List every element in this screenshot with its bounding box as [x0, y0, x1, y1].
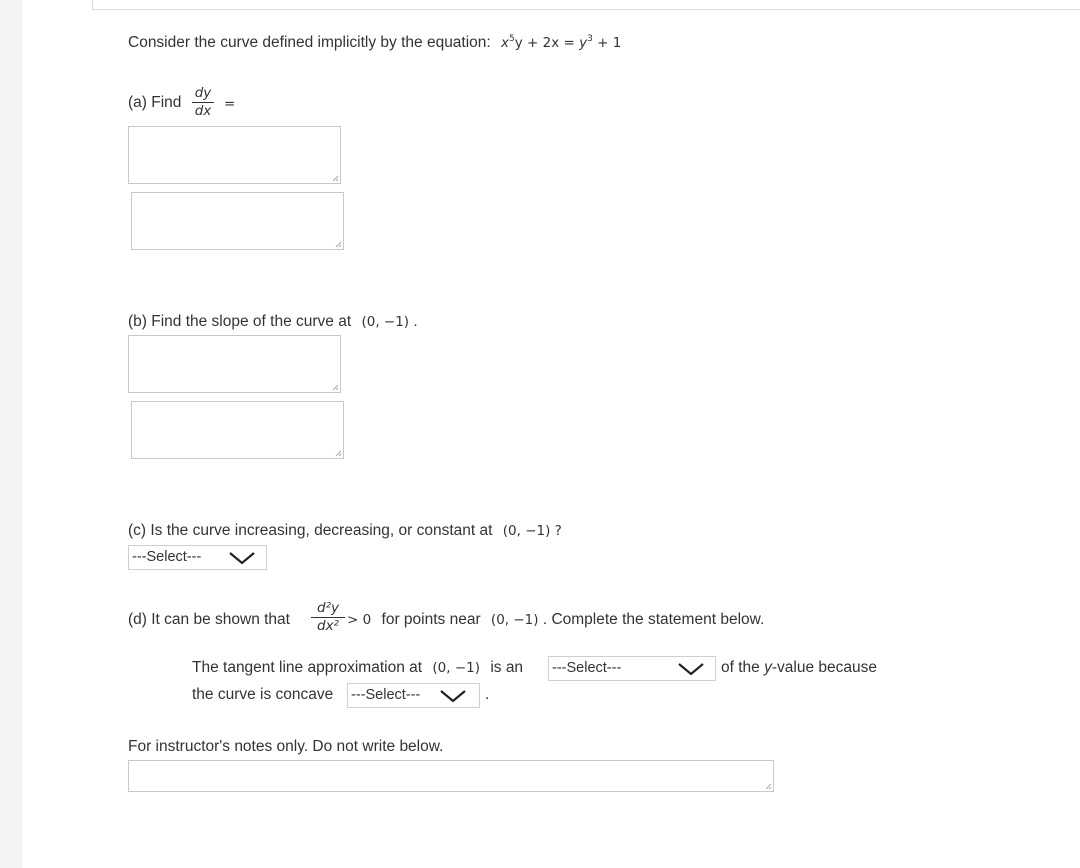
left-gutter [0, 0, 22, 868]
instructor-notes-label: For instructor's notes only. Do not write below. [128, 738, 444, 755]
intro-text [128, 33, 621, 53]
part-a-answer-input[interactable] [128, 126, 341, 184]
statement-start: The tangent line approximation at [192, 659, 423, 676]
part-c-point: (0, −1) [502, 523, 551, 539]
concave-text: the curve is concave [192, 686, 334, 703]
part-b-question [128, 312, 418, 332]
chevron-down-icon [677, 662, 705, 676]
part-d-label: (d) It can be shown that [128, 611, 290, 628]
part-d-condition-line [347, 610, 764, 630]
resize-grip-icon [335, 450, 342, 457]
part-c-qmark: ? [554, 523, 562, 539]
chevron-down-icon [228, 551, 256, 565]
part-b-period: . [413, 314, 418, 330]
dy-dx-fraction: dy dx [192, 86, 214, 119]
resize-grip-icon [765, 783, 772, 790]
statement-point: (0, −1) [432, 660, 480, 676]
concavity-select[interactable] [347, 683, 480, 708]
top-divider [92, 0, 1080, 10]
part-c-label: (c) Is the curve increasing, decreasing, or constant at [128, 522, 493, 539]
resize-grip-icon [332, 384, 339, 391]
chevron-down-icon [439, 689, 467, 703]
approximation-select-value: ---Select--- [552, 660, 622, 676]
instructor-notes-input[interactable] [128, 760, 774, 792]
part-c-select[interactable] [128, 545, 267, 570]
is-an-text: is an [490, 659, 524, 676]
resize-grip-icon [332, 175, 339, 182]
statement-end-period: . [485, 686, 490, 703]
second-derivative-fraction: d²y dx² [311, 601, 345, 634]
approximation-select[interactable] [548, 656, 716, 681]
part-b-point: (0, −1) [361, 314, 410, 330]
concavity-select-value: ---Select--- [351, 687, 421, 703]
of-y-value-text: of the y-value because [721, 659, 877, 676]
complete-text: . Complete the statement below. [542, 611, 765, 628]
for-points-text: for points near [381, 611, 481, 628]
part-b-answer-input[interactable] [128, 335, 341, 393]
part-c-question [128, 521, 562, 541]
tangent-statement-line1 [192, 658, 523, 678]
part-b-work-input[interactable] [131, 401, 344, 459]
part-c-select-value: ---Select--- [132, 549, 202, 565]
greater-than-zero: > 0 [347, 612, 372, 628]
part-b-label: (b) Find the slope of the curve at [128, 313, 352, 330]
resize-grip-icon [335, 241, 342, 248]
part-a-work-input[interactable] [131, 192, 344, 250]
part-d-point: (0, −1) [490, 612, 539, 628]
y-variable: y [764, 659, 772, 676]
part-a-label: (a) Find [128, 94, 182, 111]
curve-equation: $x^5y + 2x = y^3 + 1$ [501, 34, 622, 51]
equals-sign: = [224, 96, 236, 112]
intro-label: Consider the curve defined implicitly by the equation: [128, 34, 491, 51]
